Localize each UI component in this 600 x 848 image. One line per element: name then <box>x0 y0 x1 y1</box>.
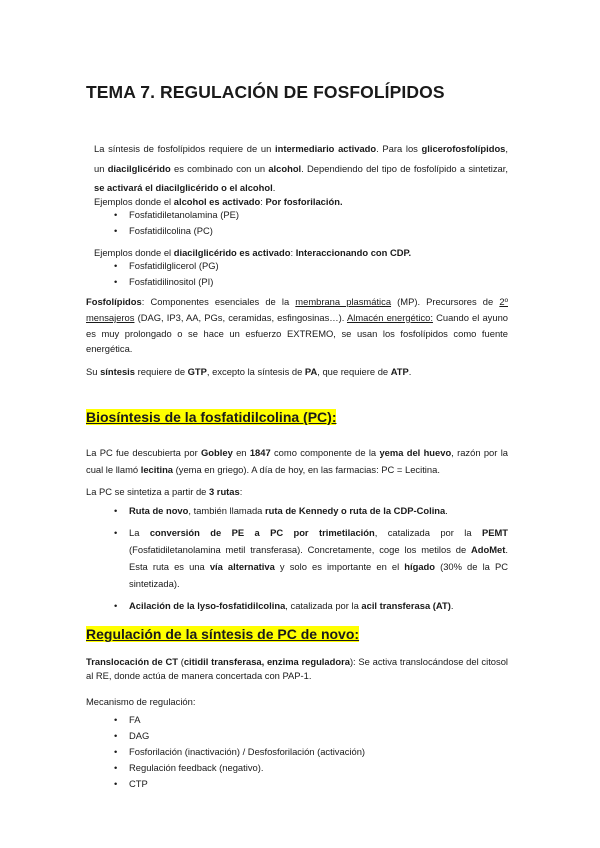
bullet-icon: • <box>114 778 118 789</box>
text: . Esta ruta es una <box>129 544 508 572</box>
text: La síntesis de fosfolípidos requiere de un <box>94 143 276 154</box>
text: y solo es importante en el <box>274 561 405 572</box>
gtp-paragraph <box>86 362 508 382</box>
text: (yema en griego). A día de hoy, en las farmacias: PC = Lecitina. <box>173 464 440 475</box>
list-item-text: CTP <box>129 778 148 789</box>
text: . <box>445 505 448 516</box>
underlined-text: 2º mensajeros <box>86 296 508 323</box>
bold-text: Gobley <box>201 447 233 458</box>
examples-alcohol-list <box>114 207 494 239</box>
translocation-paragraph <box>86 655 508 683</box>
bold-text: Interaccionando con CDP. <box>295 247 412 258</box>
underlined-text: membrana plasmática <box>295 296 392 307</box>
bullet-icon: • <box>114 527 118 538</box>
list-item <box>114 760 508 776</box>
bold-text: glicerofosfolípidos <box>421 143 506 154</box>
bold-text: alcohol <box>268 162 302 174</box>
list-item <box>114 712 508 728</box>
bold-text: GTP <box>187 366 207 377</box>
bullet-icon: • <box>114 260 118 271</box>
bullet-icon: • <box>114 746 118 757</box>
list-item <box>114 502 508 519</box>
bold-text: Fosfolípidos <box>86 296 142 307</box>
list-item-text: FA <box>129 714 141 725</box>
page-title: TEMA 7. REGULACIÓN DE FOSFOLÍPIDOS <box>86 82 445 102</box>
bold-text: 1847 <box>249 447 271 458</box>
text: ): Se activa translocándose del citosol al RE, donde actúa de manera concertada con PAP-1. <box>86 656 508 681</box>
text: La PC fue descubierta por <box>86 447 202 458</box>
bold-text: ruta de Kennedy o ruta de la CDP-Colina <box>265 505 446 516</box>
bullet-icon: • <box>114 600 118 611</box>
bold-text: yema del huevo <box>379 447 452 458</box>
text: . Dependiendo del tipo de fosfolípido a sintetizar, <box>301 162 508 174</box>
text: (DAG, IP3, AA, PGs, ceramidas, esfingosinas…). <box>134 311 347 323</box>
bold-text: PEMT <box>481 527 508 538</box>
bold-text: Por fosforilación. <box>265 196 343 207</box>
section-heading-regulation <box>86 626 359 642</box>
bold-text: vía alternativa <box>209 561 275 572</box>
list-item <box>114 274 494 290</box>
list-item <box>114 258 494 274</box>
pc-discovery-paragraph <box>86 444 508 478</box>
text: : Componentes esenciales de la <box>141 296 296 307</box>
text: . <box>408 366 412 377</box>
intro-paragraph <box>94 139 508 198</box>
text: La <box>129 527 150 538</box>
mechanism-label: Mecanismo de regulación: <box>86 696 196 707</box>
bold-text: diacilglicérido <box>107 162 171 174</box>
phospholipids-paragraph <box>86 294 508 357</box>
bold-text: intermediario activado <box>275 143 377 154</box>
bullet-icon: • <box>114 209 118 220</box>
text: Cuando el ayuno es muy prolongado o se hace un esfuerzo EXTREMO, se usan los fosfolípidos como fuente energética. <box>86 311 508 355</box>
text: . <box>450 600 454 611</box>
text: . Para los <box>376 143 422 154</box>
text: (Fosfatidiletanolamina metil transferasa). Concretamente, coge los metilos de <box>129 544 472 555</box>
bold-text: conversión de PE a PC por trimetilación <box>149 527 375 538</box>
text: La PC se sintetiza a partir de <box>86 486 209 497</box>
bold-text: PA <box>304 366 318 377</box>
list-item-text: Fosfatidiletanolamina (PE) <box>129 209 239 220</box>
text: . <box>272 182 276 193</box>
bold-text: 3 rutas <box>208 486 240 497</box>
text: Ejemplos donde el <box>94 196 174 207</box>
bullet-icon: • <box>114 225 118 236</box>
list-item <box>114 776 508 792</box>
bold-text: Ruta de novo <box>129 505 189 516</box>
text: como componente de la <box>270 447 380 458</box>
list-item <box>114 744 508 760</box>
bullet-icon: • <box>114 762 118 773</box>
text: (MP). Precursores de <box>391 296 500 307</box>
pc-routes-intro <box>86 482 508 502</box>
text: , que requiere de <box>317 366 391 377</box>
bold-text: síntesis <box>100 366 135 377</box>
text: : <box>260 196 266 207</box>
bold-text: citidil transferasa, enzima reguladora <box>183 656 350 667</box>
text: requiere de <box>135 366 188 377</box>
list-item <box>114 223 494 239</box>
text: , un <box>94 143 508 174</box>
highlighted-text: Biosíntesis de la fosfatidilcolina (PC): <box>86 409 337 425</box>
list-item <box>114 524 508 592</box>
text: Su <box>86 366 101 377</box>
text: : <box>239 486 243 497</box>
text: (30% de la PC sintetizada). <box>129 561 508 589</box>
bold-text: diacilglicérido es activado <box>173 247 291 258</box>
bold-text: ATP <box>390 366 409 377</box>
list-item-text: Fosfatidilglicerol (PG) <box>129 260 219 271</box>
bold-text: se activará el diacilglicérido o el alcohol <box>94 182 273 193</box>
bullet-icon: • <box>114 505 118 516</box>
list-item <box>114 597 508 614</box>
list-item <box>114 207 494 223</box>
bold-text: acil transferasa (AT) <box>361 600 451 611</box>
text: es combinado con un <box>170 162 269 174</box>
section-heading-biosynthesis <box>86 409 336 425</box>
list-item-text: Fosfatidilinositol (PI) <box>129 276 214 287</box>
bullet-icon: • <box>114 730 118 741</box>
text: , también llamada <box>188 505 265 516</box>
list-item-text: Fosforilación (inactivación) / Desfosforilación (activación) <box>129 746 366 757</box>
text: , catalizada por la <box>374 527 482 538</box>
underlined-text: Almacén energético: <box>346 311 433 323</box>
bold-text: Acilación de la lyso-fosfatidilcolina <box>129 600 286 611</box>
bullet-icon: • <box>114 714 118 725</box>
bullet-icon: • <box>114 276 118 287</box>
list-item-text: DAG <box>129 730 150 741</box>
pc-routes-list <box>114 502 508 614</box>
bold-text: hígado <box>404 561 435 572</box>
mechanism-list <box>114 712 508 792</box>
list-item <box>114 728 508 744</box>
text: ( <box>177 656 184 667</box>
text: en <box>232 447 250 458</box>
text: , excepto la síntesis de <box>206 366 305 377</box>
text: , razón por la cual le llamó <box>86 447 508 475</box>
examples-dag-list <box>114 258 494 290</box>
text: : <box>290 247 296 258</box>
list-item-text: Regulación feedback (negativo). <box>129 762 264 773</box>
bold-text: lecitina <box>140 464 174 475</box>
highlighted-text: Regulación de la síntesis de PC de novo: <box>86 626 360 642</box>
list-item-text: Fosfatidilcolina (PC) <box>129 225 213 236</box>
text: Ejemplos donde el <box>94 247 174 258</box>
bold-text: Translocación de CT <box>86 656 178 667</box>
text: , catalizada por la <box>285 600 362 611</box>
bold-text: AdoMet <box>471 544 506 555</box>
bold-text: alcohol es activado <box>173 196 261 207</box>
